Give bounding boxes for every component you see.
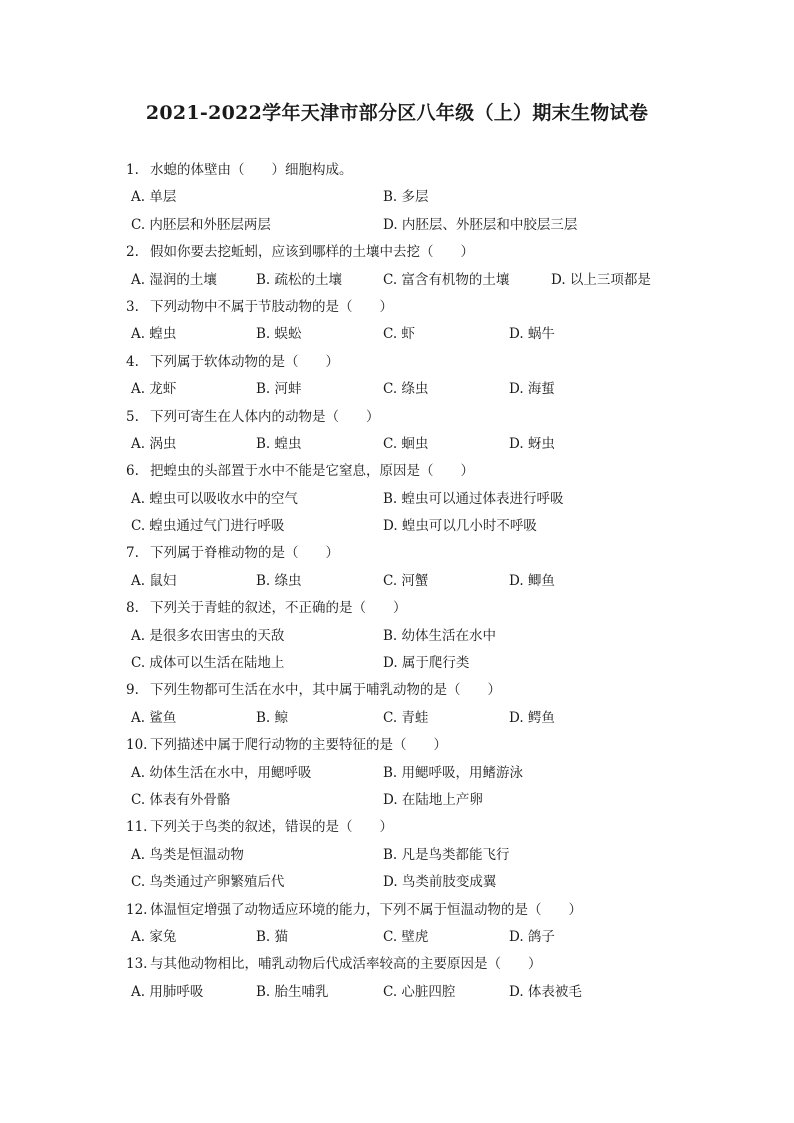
question-text: 下列关于鸟类的叙述，错误的是（ ） [150, 819, 393, 836]
answer-option: B. 胎生哺乳 [256, 983, 329, 1000]
question-stem [0, 951, 794, 978]
question-text: 假如你要去挖蚯蚓，应该到哪样的土壤中去挖（ ） [150, 244, 474, 261]
question-text: 下列动物中不属于节肢动物的是（ ） [150, 298, 393, 315]
question-list [0, 157, 794, 1006]
answer-option: B. 用鳃呼吸，用鳍游泳 [383, 764, 524, 781]
question-text: 下列可寄生在人体内的动物是（ ） [150, 408, 380, 425]
question-stem [0, 677, 794, 704]
answer-option: A. 湿润的土壤 [131, 271, 217, 288]
answer-option: C. 绦虫 [383, 381, 429, 398]
question-number: 4. [126, 353, 139, 370]
options-row [0, 705, 794, 732]
question-number: 11. [126, 819, 148, 836]
options-row [0, 924, 794, 951]
answer-option: A. 蝗虫可以吸收水中的空气 [131, 490, 298, 507]
answer-option: C. 蛔虫 [383, 435, 429, 452]
answer-option: D. 内胚层、外胚层和中胶层三层 [383, 216, 578, 233]
question-text: 体温恒定增强了动物适应环境的能力，下列不属于恒温动物的是（ ） [150, 901, 582, 918]
question-stem [0, 294, 794, 321]
options-row [0, 842, 794, 869]
answer-option: C. 体表有外骨骼 [131, 791, 231, 808]
question-stem [0, 349, 794, 376]
answer-option: A. 家兔 [131, 928, 177, 945]
answer-option: C. 壁虎 [383, 928, 429, 945]
answer-option: B. 河蚌 [256, 381, 302, 398]
question-number: 13. [126, 956, 148, 973]
answer-option: C. 虾 [383, 326, 415, 343]
question-text: 与其他动物相比，哺乳动物后代成活率较高的主要原因是（ ） [150, 956, 542, 973]
answer-option: C. 成体可以生活在陆地上 [131, 655, 285, 672]
question-stem [0, 814, 794, 841]
answer-option: B. 幼体生活在水中 [383, 627, 497, 644]
answer-option: D. 鸽子 [509, 928, 555, 945]
answer-option: B. 凡是鸟类都能飞行 [383, 846, 510, 863]
question-number: 3. [126, 298, 139, 315]
question-stem [0, 458, 794, 485]
options-row [0, 787, 794, 814]
options-row [0, 184, 794, 211]
question-number: 5. [126, 408, 139, 425]
answer-option: A. 涡虫 [131, 435, 177, 452]
answer-option: B. 蝗虫 [256, 435, 302, 452]
options-row [0, 623, 794, 650]
options-row [0, 321, 794, 348]
question-stem [0, 732, 794, 759]
answer-option: B. 多层 [383, 189, 429, 206]
question-stem [0, 540, 794, 567]
options-row [0, 760, 794, 787]
options-row [0, 376, 794, 403]
answer-option: A. 幼体生活在水中，用鳃呼吸 [131, 764, 312, 781]
answer-option: D. 蚜虫 [509, 435, 555, 452]
answer-option: D. 蜗牛 [509, 326, 555, 343]
options-row [0, 212, 794, 239]
question-stem [0, 897, 794, 924]
question-number: 8. [126, 600, 139, 617]
answer-option: D. 在陆地上产卵 [383, 791, 483, 808]
options-row [0, 650, 794, 677]
options-row [0, 979, 794, 1006]
options-row [0, 568, 794, 595]
answer-option: A. 鲨鱼 [131, 709, 177, 726]
answer-option: C. 蝗虫通过气门进行呼吸 [131, 518, 285, 535]
answer-option: D. 属于爬行类 [383, 655, 470, 672]
options-row [0, 431, 794, 458]
question-text: 把蝗虫的头部置于水中不能是它窒息，原因是（ ） [150, 463, 474, 480]
question-text: 下列关于青蛙的叙述，不正确的是（ ） [150, 600, 407, 617]
question-number: 10. [126, 737, 148, 754]
answer-option: A. 鸟类是恒温动物 [131, 846, 244, 863]
question-stem [0, 157, 794, 184]
options-row [0, 869, 794, 896]
question-text: 下列描述中属于爬行动物的主要特征的是（ ） [150, 737, 447, 754]
answer-option: D. 鲫鱼 [509, 572, 555, 589]
question-stem [0, 239, 794, 266]
answer-option: C. 青蛙 [383, 709, 429, 726]
question-stem [0, 595, 794, 622]
answer-option: A. 用肺呼吸 [131, 983, 204, 1000]
answer-option: A. 是很多农田害虫的天敌 [131, 627, 285, 644]
answer-option: C. 河蟹 [383, 572, 429, 589]
answer-option: A. 鼠妇 [131, 572, 177, 589]
options-row [0, 486, 794, 513]
answer-option: D. 鳄鱼 [509, 709, 555, 726]
question-stem [0, 404, 794, 431]
answer-option: C. 富含有机物的土壤 [383, 271, 510, 288]
answer-option: D. 以上三项都是 [551, 271, 651, 288]
options-row [0, 267, 794, 294]
answer-option: A. 单层 [131, 189, 177, 206]
page-title: 2021-2022学年天津市部分区八年级（上）期末生物试卷 [145, 102, 649, 124]
question-text: 水螅的体壁由（ ）细胞构成。 [150, 162, 353, 178]
answer-option: B. 蝗虫可以通过体表进行呼吸 [383, 490, 564, 507]
answer-option: D. 鸟类前肢变成翼 [383, 874, 497, 891]
question-number: 7. [126, 545, 139, 562]
answer-option: B. 猫 [256, 928, 289, 945]
answer-option: D. 海蜇 [509, 381, 555, 398]
answer-option: C. 心脏四腔 [383, 983, 456, 1000]
answer-option: C. 内胚层和外胚层两层 [131, 216, 271, 233]
answer-option: B. 疏松的土壤 [256, 271, 343, 288]
answer-option: C. 鸟类通过产卵繁殖后代 [131, 874, 285, 891]
answer-option: A. 蝗虫 [131, 326, 177, 343]
answer-option: B. 绦虫 [256, 572, 302, 589]
question-number: 9. [126, 682, 139, 699]
answer-option: A. 龙虾 [131, 381, 177, 398]
options-row [0, 513, 794, 540]
answer-option: B. 蜈蚣 [256, 326, 302, 343]
question-number: 6. [126, 463, 139, 480]
question-text: 下列生物都可生活在水中，其中属于哺乳动物的是（ ） [150, 682, 501, 699]
question-text: 下列属于软体动物的是（ ） [150, 353, 339, 370]
answer-option: B. 鲸 [256, 709, 289, 726]
question-number: 1. [126, 162, 139, 178]
question-number: 2. [126, 244, 139, 261]
answer-option: D. 体表被毛 [509, 983, 582, 1000]
question-text: 下列属于脊椎动物的是（ ） [150, 545, 339, 562]
question-number: 12. [126, 901, 148, 918]
answer-option: D. 蝗虫可以几小时不呼吸 [383, 518, 537, 535]
